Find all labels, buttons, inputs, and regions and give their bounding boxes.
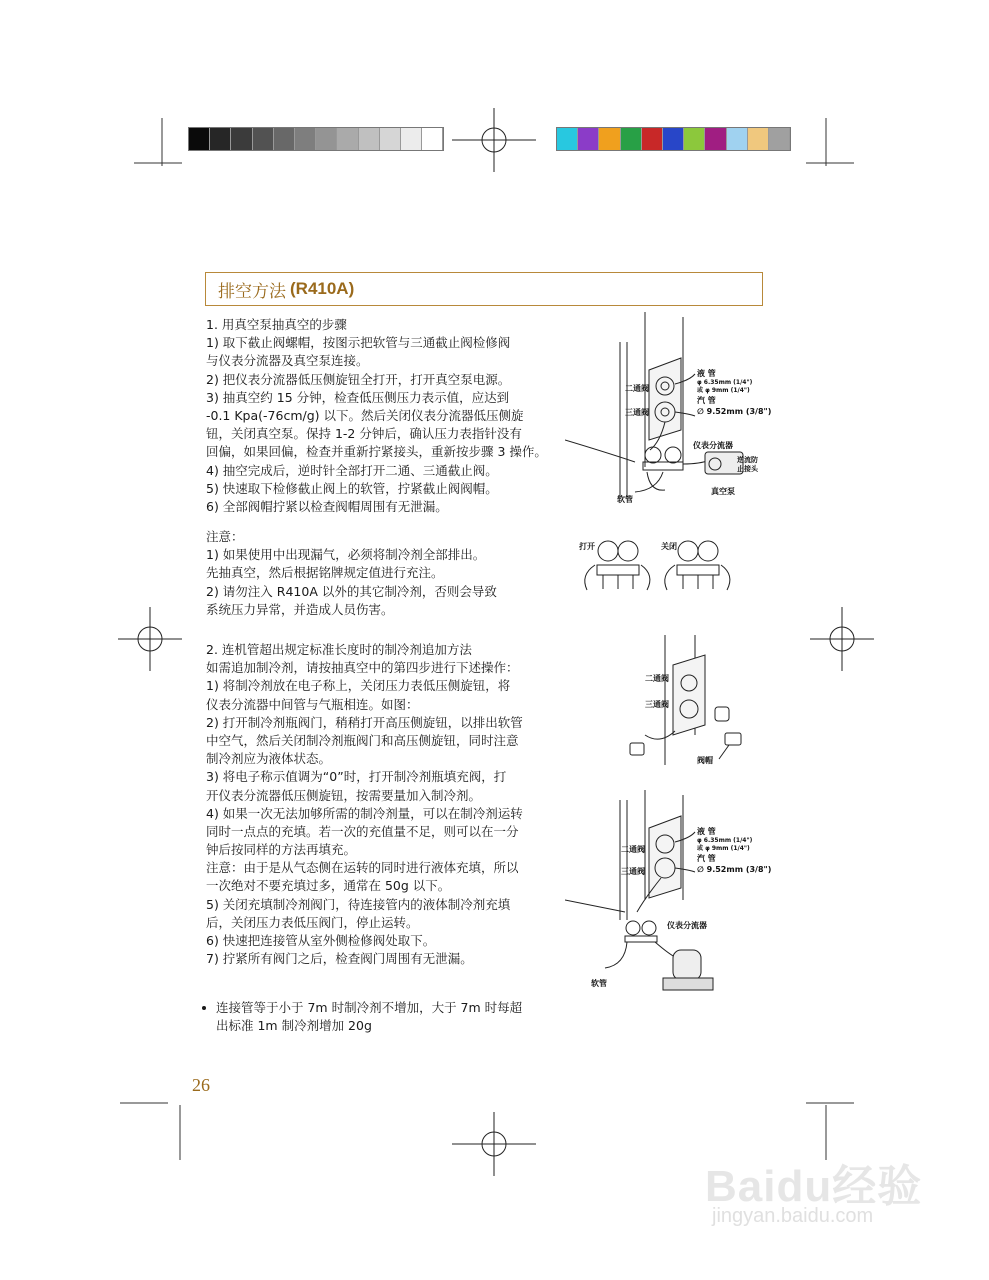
d2-open-label: 打开 xyxy=(579,542,595,551)
d1-liquid-pipe-label: 液 管 xyxy=(697,369,716,378)
gray-swatch xyxy=(380,128,401,150)
d1-gas-pipe-label: 汽 管 xyxy=(697,396,716,405)
part2-line: 制冷剂应为液体状态。 xyxy=(206,751,332,767)
part2-line: 1) 将制冷剂放在电子称上，关闭压力表低压侧旋钮，将 xyxy=(206,678,511,694)
valve-cap-diagram xyxy=(615,635,765,775)
part2-line: 同时一点点的充填。若一次的充值量不足，则可以在一分 xyxy=(206,823,519,839)
gray-swatch xyxy=(253,128,274,150)
gray-swatch xyxy=(210,128,231,150)
d1-three-way-label: 三通阀 xyxy=(625,408,649,417)
gray-swatch xyxy=(422,128,443,150)
part2-line: 4) 如果一次无法加够所需的制冷剂量，可以在制冷剂运转 xyxy=(206,805,523,821)
d4-hose-label: 软管 xyxy=(591,979,607,988)
d4-liquid-spec1: φ 6.35mm (1/4") xyxy=(697,837,753,844)
part1-line: 1) 取下截止阀螺帽，按图示把软管与三通截止阀检修阀 xyxy=(206,335,511,351)
part1-line: 3) 抽真空约 15 分钟，检查低压侧压力表示值，应达到 xyxy=(206,389,510,405)
d2-close-label: 关闭 xyxy=(661,542,677,551)
part1-line: 与仪表分流器及真空泵连接。 xyxy=(206,353,369,369)
page-number: 26 xyxy=(192,1075,210,1095)
notes-text xyxy=(206,528,566,619)
vacuum-diagram xyxy=(565,312,775,512)
registration-mark-bottom xyxy=(452,1112,536,1176)
registration-mark-left xyxy=(118,607,182,671)
part2-line: 仪表分流器中间管与气瓶相连。如图： xyxy=(206,696,419,712)
d4-liquid-pipe-label: 液 管 xyxy=(697,827,716,836)
notes-line: 先抽真空，然后根据铭牌规定值进行充注。 xyxy=(206,565,444,581)
part2-line: 后，关闭压力表低压阀门，停止运转。 xyxy=(206,914,419,930)
gauge-open-close-diagram xyxy=(575,535,750,605)
part1-line: 钮，关闭真空泵。保持 1-2 分钟后，确认压力表指针没有 xyxy=(206,426,522,442)
part1-line: 2) 把仪表分流器低压侧旋钮全打开，打开真空泵电源。 xyxy=(206,371,511,387)
part1-line: 回偏，如果回偏，检查并重新拧紧接头，重新按步骤 3 操作。 xyxy=(206,444,547,460)
notes-line: 注意： xyxy=(206,529,244,544)
section-title-cn: 排空方法 xyxy=(218,281,286,302)
gray-swatch xyxy=(359,128,380,150)
part2-line: 钟后按同样的方法再填充。 xyxy=(206,842,357,858)
color-swatch xyxy=(557,128,578,150)
d1-liquid-spec2: 或 φ 9mm (1/4") xyxy=(697,387,750,394)
part1-text xyxy=(206,316,566,516)
bullet-line: 连接管等于小于 7m 时制冷剂不增加，大于 7m 时每超 xyxy=(216,1000,523,1015)
notes-line: 2) 请勿注入 R410A 以外的其它制冷剂，否则会导致 xyxy=(206,583,497,599)
part2-text xyxy=(206,641,566,968)
bullet-line: 出标准 1m 制冷剂增加 20g xyxy=(216,1018,372,1034)
color-swatch-bar xyxy=(556,127,791,151)
part2-line: 5) 关闭充填制冷剂阀门，待连接管内的液体制冷剂充填 xyxy=(206,896,511,912)
part2-line: 如需追加制冷剂，请按抽真空中的第四步进行下述操作： xyxy=(206,660,519,676)
gray-swatch xyxy=(274,128,295,150)
gray-swatch xyxy=(231,128,252,150)
color-swatch xyxy=(642,128,663,150)
d4-manifold-label: 仪表分流器 xyxy=(667,921,707,930)
d3-valve-cap-label: 阀帽 xyxy=(697,756,713,765)
notes-line: 系统压力异常，并造成人员伤害。 xyxy=(206,601,394,617)
d4-gas-pipe-label: 汽 管 xyxy=(697,854,716,863)
d1-liquid-spec1: φ 6.35mm (1/4") xyxy=(697,379,753,386)
d1-pump-label: 真空泵 xyxy=(711,487,735,496)
d1-manifold-label: 仪表分流器 xyxy=(693,441,733,450)
color-swatch xyxy=(705,128,726,150)
color-swatch xyxy=(748,128,769,150)
section-title xyxy=(205,272,763,306)
color-swatch xyxy=(621,128,642,150)
d1-check-valve-label2: 止接头 xyxy=(737,465,758,473)
d4-gas-spec: ∅ 9.52mm (3/8") xyxy=(697,865,772,874)
bullet-text xyxy=(206,999,566,1035)
gray-swatch xyxy=(189,128,210,150)
part1-line: 4) 抽空完成后，逆时针全部打开二通、三通截止阀。 xyxy=(206,462,498,478)
color-swatch xyxy=(684,128,705,150)
d1-two-way-label: 二通阀 xyxy=(625,384,649,393)
part1-line: 5) 快速取下检修截止阀上的软管，拧紧截止阀阀帽。 xyxy=(206,480,498,496)
grayscale-swatch-bar xyxy=(188,127,444,151)
d1-gas-spec: ∅ 9.52mm (3/8") xyxy=(697,407,772,416)
color-swatch xyxy=(599,128,620,150)
part2-line: 7) 拧紧所有阀门之后，检查阀门周围有无泄漏。 xyxy=(206,951,473,967)
registration-mark-right xyxy=(810,607,874,671)
watermark-brand: Baidu经验 xyxy=(705,1162,923,1211)
d3-two-way-label: 二通阀 xyxy=(645,674,669,683)
gray-swatch xyxy=(337,128,358,150)
watermark-url: jingyan.baidu.com xyxy=(712,1205,874,1227)
section-title-en: (R410A) xyxy=(290,279,355,298)
registration-mark-top xyxy=(452,108,536,172)
color-swatch xyxy=(578,128,599,150)
part2-line: 3) 将电子称示值调为“0”时，打开制冷剂瓶填充阀，打 xyxy=(206,769,507,785)
part2-line: 一次绝对不要充填过多，通常在 50g 以下。 xyxy=(206,878,451,894)
gray-swatch xyxy=(316,128,337,150)
d1-hose-label: 软管 xyxy=(617,495,633,504)
part1-line: -0.1 Kpa(-76cm/g) 以下。然后关闭仪表分流器低压侧旋 xyxy=(206,407,524,423)
gray-swatch xyxy=(295,128,316,150)
part2-line: 中空气，然后关闭制冷剂瓶阀门和高压侧旋钮，同时注意 xyxy=(206,732,519,748)
d4-liquid-spec2: 或 φ 9mm (1/4") xyxy=(697,845,750,852)
color-swatch xyxy=(663,128,684,150)
gray-swatch xyxy=(401,128,422,150)
color-swatch xyxy=(727,128,748,150)
d1-check-valve-label1: 逆流防 xyxy=(737,456,758,464)
d3-three-way-label: 三通阀 xyxy=(645,700,669,709)
part2-line: 注意：由于是从气态侧在运转的同时进行液体充填，所以 xyxy=(206,860,519,876)
notes-line: 1) 如果使用中出现漏气，必须将制冷剂全部排出。 xyxy=(206,547,486,563)
part2-line: 2) 打开制冷剂瓶阀门，稍稍打开高压侧旋钮，以排出软管 xyxy=(206,714,523,730)
d4-three-way-label: 三通阀 xyxy=(621,867,645,876)
charging-diagram xyxy=(565,790,775,995)
color-swatch xyxy=(769,128,790,150)
part2-line: 2. 连机管超出规定标准长度时的制冷剂追加方法 xyxy=(206,642,472,657)
part1-line: 1. 用真空泵抽真空的步骤 xyxy=(206,317,347,332)
part2-line: 6) 快速把连接管从室外侧检修阀处取下。 xyxy=(206,933,436,948)
part1-line: 6) 全部阀帽拧紧以检查阀帽周围有无泄漏。 xyxy=(206,498,448,514)
d4-two-way-label: 二通阀 xyxy=(621,845,645,854)
part2-line: 开仪表分流器低压侧旋钮，按需要量加入制冷剂。 xyxy=(206,787,482,803)
